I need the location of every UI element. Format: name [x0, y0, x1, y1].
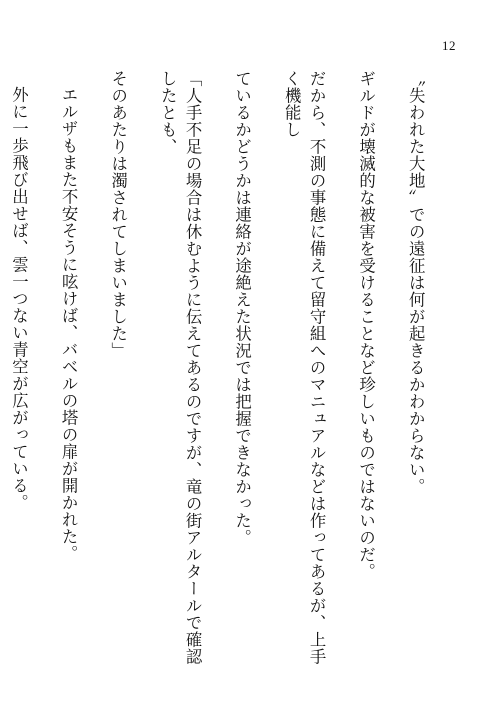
text-line: ギルドが壊滅的な被害を受けることなど珍しいものではないのだ。 [356, 70, 376, 580]
body-text [9, 70, 452, 665]
text-line: 「人手不足の場合は休むように伝えてあるのですが、竜の街アルタールで確認したとも、 [158, 70, 203, 665]
text-line: エルザもまた不安そうに呟けば、バベルの塔の扉が開かれた。 [59, 86, 79, 563]
text-line: 〝失われた大地〟での遠征は何が起きるかわからない。 [406, 70, 426, 495]
text-line: そのあたりは濁されてしまいました」 [108, 70, 128, 359]
text-line: ているかどうかは連絡が途絶えた状況では把握できなかった。 [232, 70, 252, 546]
text-line: だから、不測の事態に備えて留守組へのマニュアルなどは作ってあるが、上手く機能し [282, 70, 327, 665]
page-number: 12 [442, 38, 456, 53]
text-line: 外に一歩飛び出せば、雲一つない青空が広がっている。 [9, 86, 29, 512]
